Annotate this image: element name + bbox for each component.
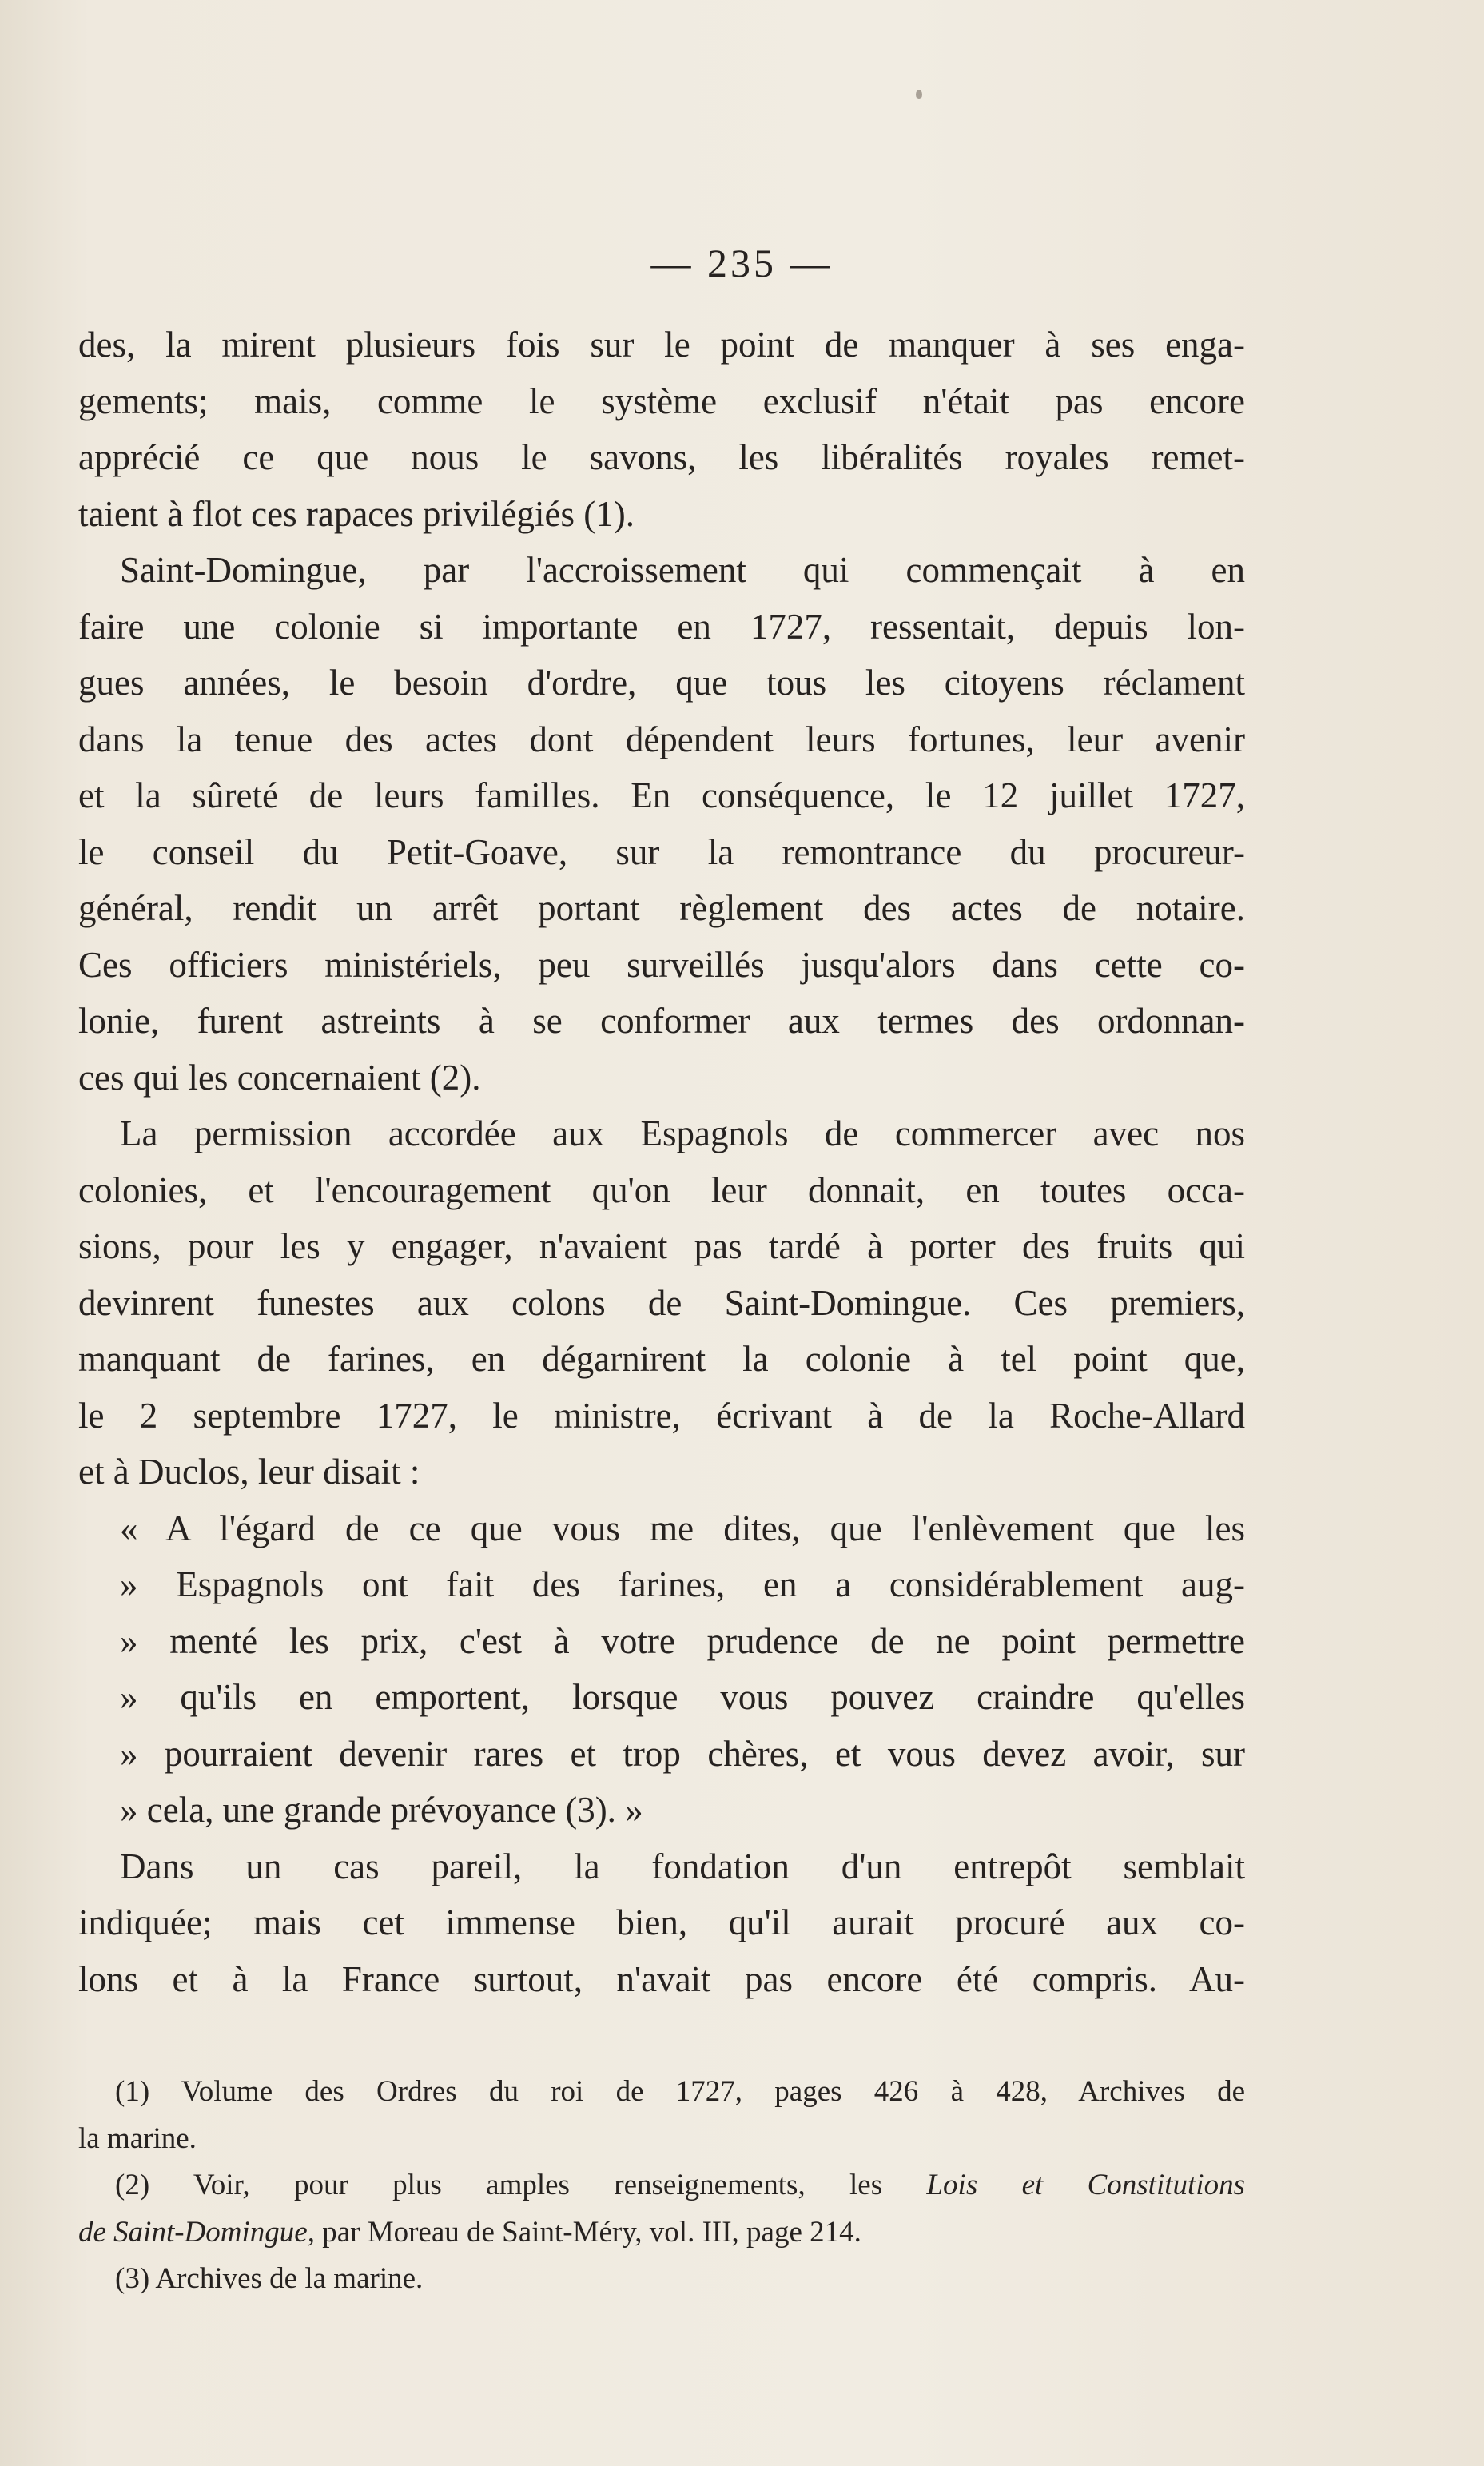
text-line: Ces officiers ministériels, peu surveillés jusqu'alors dans cette co-	[78, 944, 1245, 985]
text-line: le 2 septembre 1727, le ministre, écrivant à de la Roche-Allard	[78, 1395, 1245, 1436]
text-line: faire une colonie si importante en 1727, ressentait, depuis lon-	[78, 606, 1245, 647]
footnote-2-text: (2) Voir, pour plus amples renseignements, les	[115, 2169, 927, 2201]
paragraph-start-line: La permission accordée aux Espagnols de commercer avec nos	[120, 1113, 1245, 1153]
footnote-2-citation: par Moreau de Saint-Méry, vol. III, page 214.	[314, 2215, 861, 2249]
quote-line: » pourraient devenir rares et trop chères, et vous devez avoir, sur	[120, 1733, 1245, 1774]
footnotes	[78, 2069, 1245, 2303]
footnote-1-continued: la marine.	[78, 2121, 197, 2155]
text-line: colonies, et l'encouragement qu'on leur donnait, en toutes occa-	[78, 1169, 1245, 1210]
quote-line: » qu'ils en emportent, lorsque vous pouvez craindre qu'elles	[120, 1677, 1245, 1717]
text-line: manquant de farines, en dégarnirent la colonie à tel point que,	[78, 1339, 1245, 1379]
text-line: des, la mirent plusieurs fois sur le point de manquer à ses enga-	[78, 325, 1245, 365]
ink-speck	[916, 90, 922, 99]
quote-line: » cela, une grande prévoyance (3). »	[120, 1790, 643, 1830]
text-line: dans la tenue des actes dont dépendent leurs fortunes, leur avenir	[78, 719, 1245, 759]
text-line: taient à flot ces rapaces privilégiés (1).	[78, 493, 635, 534]
quote-line: « A l'égard de ce que vous me dites, que l'enlèvement que les	[120, 1508, 1245, 1548]
quote-line: » Espagnols ont fait des farines, en a considérablement aug-	[120, 1564, 1245, 1604]
footnote-2-continued	[78, 2209, 1245, 2257]
text-line: devinrent funestes aux colons de Saint-Domingue. Ces premiers,	[78, 1282, 1245, 1323]
paragraph-start-line: Dans un cas pareil, la fondation d'un entrepôt semblait	[120, 1846, 1245, 1886]
text-line: lons et à la France surtout, n'avait pas encore été compris. Au-	[78, 1958, 1245, 1999]
quote-line: » menté les prix, c'est à votre prudence de ne point permettre	[120, 1620, 1245, 1661]
paragraph-start-line: Saint-Domingue, par l'accroissement qui commençait à en	[120, 550, 1245, 590]
footnote-3: (3) Archives de la marine.	[115, 2262, 424, 2295]
footnote-1: (1) Volume des Ordres du roi de 1727, pages 426 à 428, Archives de	[115, 2075, 1245, 2108]
footnote-2-title: Lois et Constitutions	[926, 2169, 1245, 2201]
page-number: — 235 —	[650, 241, 834, 285]
text-line: gues années, le besoin d'ordre, que tous les citoyens réclament	[78, 663, 1245, 703]
text-line: ces qui les concernaient (2).	[78, 1057, 481, 1098]
text-line: indiquée; mais cet immense bien, qu'il aurait procuré aux co-	[78, 1902, 1245, 1942]
footnote-2-title-continued: de Saint-Domingue,	[78, 2215, 315, 2249]
text-line: le conseil du Petit-Goave, sur la remontrance du procureur-	[78, 831, 1245, 872]
text-line: général, rendit un arrêt portant règlement des actes de notaire.	[78, 888, 1245, 928]
body-text	[78, 317, 1245, 2007]
text-line: gements; mais, comme le système exclusif n'était pas encore	[78, 380, 1245, 421]
footnote-2	[78, 2162, 1245, 2209]
text-line: et à Duclos, leur disait :	[78, 1452, 420, 1492]
text-line: sions, pour les y engager, n'avaient pas tardé à porter des fruits qui	[78, 1226, 1245, 1266]
text-line: lonie, furent astreints à se conformer aux termes des ordonnan-	[78, 1001, 1245, 1041]
text-line: et la sûreté de leurs familles. En conséquence, le 12 juillet 1727,	[78, 775, 1245, 815]
text-line: apprécié ce que nous le savons, les libéralités royales remet-	[78, 437, 1245, 477]
